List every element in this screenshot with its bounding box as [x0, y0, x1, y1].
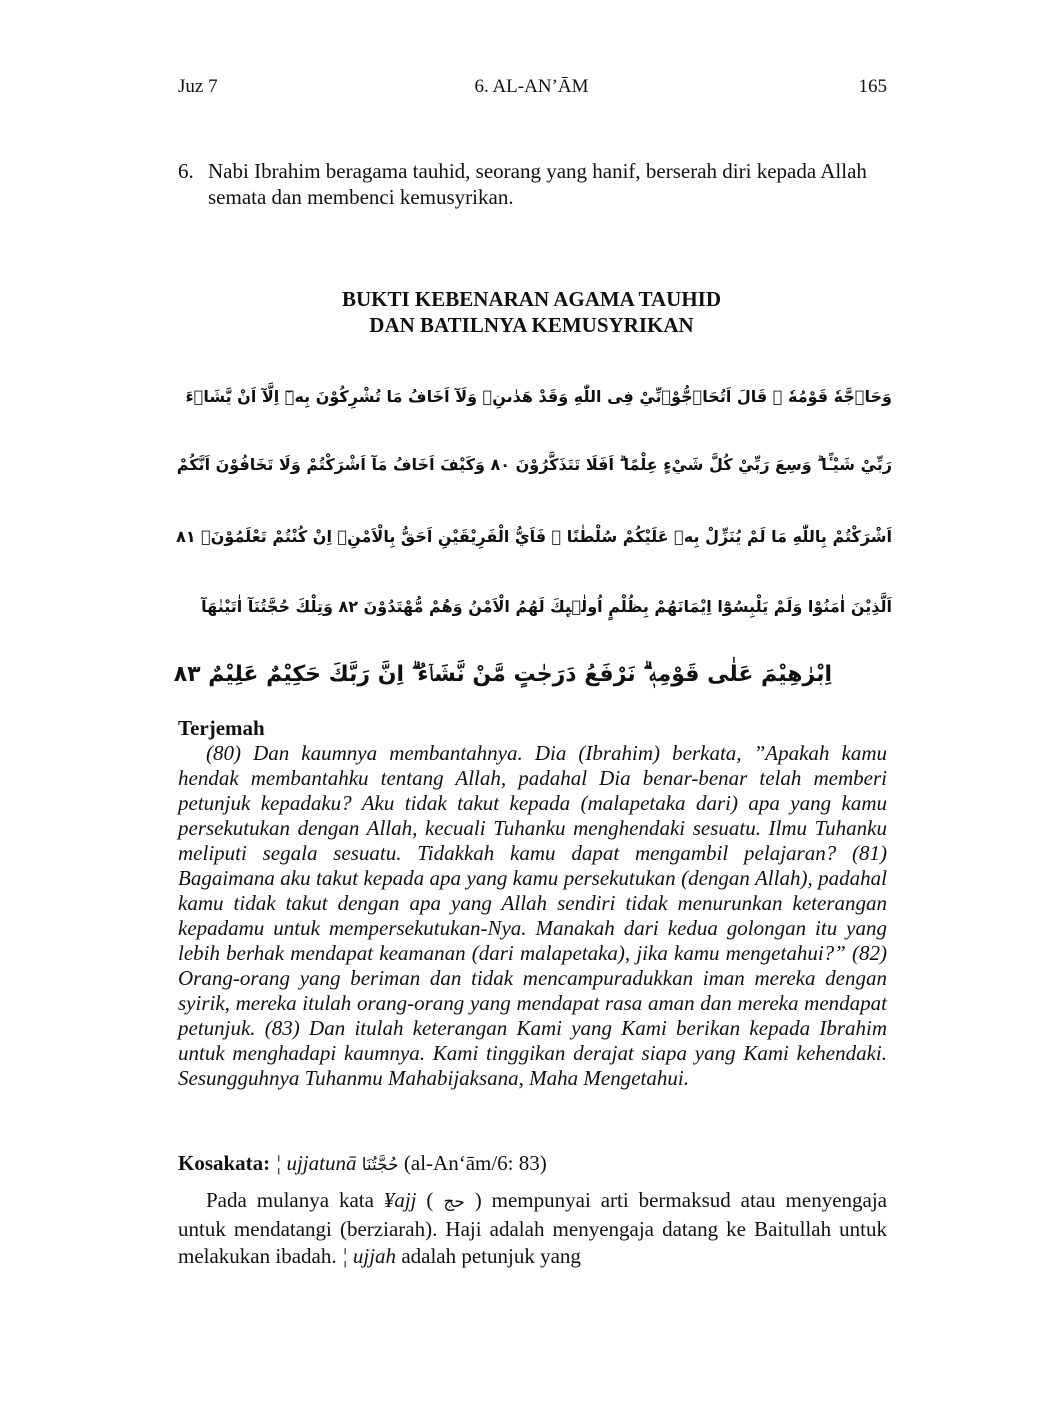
body-part-1: Pada mulanya kata	[206, 1188, 384, 1212]
body-term-2: ¦ ujjah	[341, 1244, 397, 1268]
kosakata-arabic: حُجَّتُنَا	[361, 1155, 399, 1175]
body-part-2: (	[416, 1188, 444, 1212]
arabic-verses	[170, 362, 892, 714]
body-term-1: ¥ajj	[383, 1188, 417, 1212]
point-number: 6.	[178, 159, 194, 183]
page-number: 165	[858, 76, 887, 97]
section-title-line1: BUKTI KEBENARAN AGAMA TAUHID	[341, 287, 722, 311]
header-surah: 6. AL-AN’ĀM	[474, 76, 589, 97]
body-part-3: ) mempunyai arti bermaksud atau menyengaja untuk mendatangi (berziarah). Haji adalah menyengaja datang ke Baitullah untuk melakukan ibadah.	[178, 1188, 887, 1268]
translation-text: (80) Dan kaumnya membantahnya. Dia (Ibrahim) berkata, ”Apakah kamu hendak membantahku tentang Allah, padahal Dia benar-benar telah memberi petunjuk kepadaku? Aku tidak takut kepada (malapetaka dari) apa yang kamu persekutukan dengan Allah, kecuali Tuhanku menghendaki sesuatu. Ilmu Tuhanku meliputi segala sesuatu. Tidakkah kamu dapat mengambil pelajaran? (81) Bagaimana aku takut kepada apa yang kamu persekutukan (dengan Allah), padahal kamu tidak takut dengan apa yang Allah sendiri tidak menurunkan keterangan kepadamu untuk mempersekutukan-Nya. Manakah dari kedua golongan itu yang lebih berhak mendapat keamanan (dari malapetaka), jika kamu mengetahui?” (82) Orang-orang yang beriman dan tidak mencampuradukkan iman mereka dengan syirik, mereka itulah orang-orang yang mendapat rasa aman dan mereka mendapat petunjuk. (83) Dan itulah keterangan Kami yang Kami berikan kepada Ibrahim untuk menghadapi kaumnya. Kami tinggikan derajat siapa yang Kami kehendaki. Sesungguhnya Tuhanmu Mahabijaksana, Maha Mengetahui.	[178, 741, 887, 1090]
arabic-line-3: اَشْرَكْتُمْ بِاللّٰهِ مَا لَمْ يُنَزِّلْ بِهٖ عَلَيْكُمْ سُلْطٰنًا ۗ فَاَيُّ الْفَرِيْقَيْنِ اَحَقُّ بِالْاَمْنِۚ اِنْ كُنْتُمْ تَعْلَمُوْنَۘ ٨١	[176, 527, 892, 546]
body-arabic-1: حج	[443, 1192, 465, 1212]
kosakata-term: ¦ ujjatunā	[275, 1151, 357, 1175]
header-juz: Juz 7	[178, 76, 218, 97]
point-text: Nabi Ibrahim beragama tauhid, seorang yang hanif, berserah diri kepada Allah semata dan membenci kemusyrikan.	[208, 159, 867, 209]
kosakata-label: Kosakata:	[178, 1151, 271, 1175]
summary-point	[178, 158, 887, 210]
body-part-4: adalah petunjuk yang	[396, 1244, 581, 1268]
terjemah-heading: Terjemah	[178, 716, 265, 740]
kosakata-reference: (al-An‘ām/6: 83)	[403, 1151, 547, 1175]
kosakata-line	[178, 1151, 547, 1176]
body-paragraph	[178, 1187, 887, 1270]
arabic-line-4: اَلَّذِيْنَ اٰمَنُوْا وَلَمْ يَلْبِسُوْٓا اِيْمَانَهُمْ بِظُلْمٍ اُولٰۤىِٕكَ لَهُمُ الْاَمْنُ وَهُمْ مُّهْتَدُوْنَ ٨٢ وَتِلْكَ حُجَّتُنَآ اٰتَيْنٰهَآ	[201, 597, 892, 616]
arabic-line-5: اِبْرٰهِيْمَ عَلٰى قَوْمِهٖ ۗ نَرْفَعُ دَرَجٰتٍ مَّنْ نَّشَاۤءُ ۗ اِنَّ رَبَّكَ حَكِيْمٌ عَلِيْمٌ ٨٣	[173, 662, 832, 687]
section-title-line2: DAN BATILNYA KEMUSYRIKAN	[369, 313, 694, 337]
arabic-line-1: وَحَاۤجَّهٗ قَوْمُهٗ ۗ قَالَ اَتُحَاۤجُّوْۤنِّيْ فِى اللّٰهِ وَقَدْ هَدٰىنِۗ وَلَآ اَخَافُ مَا تُشْرِكُوْنَ بِهٖٓ اِلَّآ اَنْ يَّشَاۤءَ	[185, 387, 892, 406]
arabic-line-2: رَبِّيْ شَيْـًٔا ۗ وَسِعَ رَبِّيْ كُلَّ شَيْءٍ عِلْمًا ۗ اَفَلَا تَتَذَكَّرُوْنَ ٨٠ وَكَيْفَ اَخَافُ مَآ اَشْرَكْتُمْ وَلَا تَخَافُوْنَ اَنَّكُمْ	[176, 455, 892, 474]
